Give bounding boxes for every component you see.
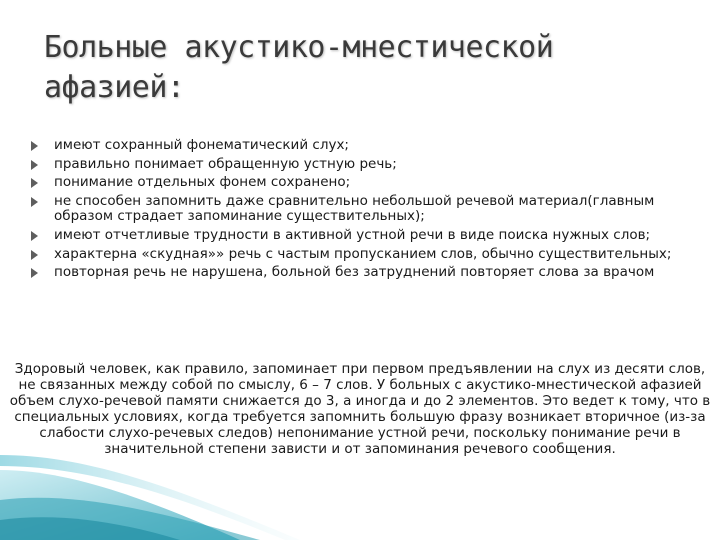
- bullet-item: [54, 194, 694, 225]
- bullet-text: имеют отчетливые трудности в активной устной речи в виде поиска нужных слов;: [54, 226, 651, 243]
- slide-title: [44, 28, 684, 108]
- right-triangle-bullet-icon: [31, 141, 38, 151]
- right-triangle-bullet-icon: [31, 197, 38, 207]
- right-triangle-bullet-icon: [31, 250, 38, 260]
- bullet-text: характерна «скудная»» речь с частым пропусканием слов, обычно существительных;: [54, 245, 672, 262]
- right-triangle-bullet-icon: [31, 160, 38, 170]
- title-line-2: афазией:: [44, 70, 185, 105]
- right-triangle-bullet-icon: [31, 231, 38, 241]
- bullet-text: правильно понимает обращенную устную речь;: [54, 155, 397, 172]
- title-line-1: Больные акустико-мнестической: [44, 30, 554, 65]
- bullet-item: [54, 157, 694, 173]
- bullet-item: [54, 228, 694, 244]
- bullet-text: имеют сохранный фонематический слух;: [54, 137, 349, 153]
- bullet-item: [54, 175, 694, 191]
- bullet-item: [54, 138, 694, 154]
- right-triangle-bullet-icon: [31, 268, 38, 278]
- right-triangle-bullet-icon: [31, 178, 38, 188]
- body-paragraph: Здоровый человек, как правило, запоминает при первом предъявлении на слух из десяти слов, не связанных между собой по смыслу, 6 – 7 слов. У больных с акустико-мнестической афазией объем слухо-речевой памяти снижается до 3, а иногда и до 2 элементов. Это ведет к тому, что в специальных условиях, когда требуется запомнить большую фразу возникает вторичное (из-за слабости слухо-речевых следов) непонимание устной речи, поскольку понимание речи в значительной степени зависти и от запоминания речевого сообщения.: [9, 361, 711, 457]
- bullet-text: не способен запомнить даже сравнительно небольшой речевой материал(главным образом страдает запоминание существительных);: [54, 192, 655, 225]
- bullet-item: [54, 247, 694, 263]
- bullet-item: [54, 265, 694, 281]
- bullet-text: понимание отдельных фонем сохранено;: [54, 174, 351, 191]
- bullet-list: [54, 138, 694, 284]
- bullet-text: повторная речь не нарушена, больной без затруднений повторяет слова за врачом: [54, 264, 655, 281]
